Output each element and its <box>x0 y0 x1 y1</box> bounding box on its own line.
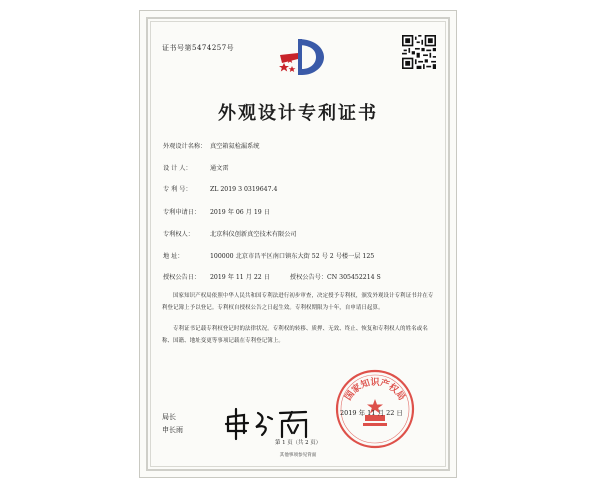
director-title: 局长 <box>162 413 176 421</box>
seal-text: 国家知识产权局 <box>343 378 407 403</box>
cnipa-logo-icon <box>276 33 328 81</box>
director-signature-icon <box>222 407 312 441</box>
field-label: 专利申请日： <box>163 209 201 216</box>
legal-paragraph-1: 国家知识产权局依照中华人民共和国专利法进行初步审查，决定授予专利权，颁发外观设计专利证书并在专利登记簿上予以登记。专利权自授权公告之日起生效。专利权期限为十年，自申请日起算。 <box>162 293 434 311</box>
field-label: 专 利 号： <box>163 186 192 193</box>
field-value: ZL 2019 3 0319647.4 <box>210 186 278 193</box>
field-patentee <box>163 229 297 238</box>
field-value: 2019 年 11 月 22 日 <box>210 274 270 281</box>
field-label: 地 址： <box>163 253 184 260</box>
field-patent-number <box>163 184 277 193</box>
field-label: 授权公告日： <box>163 274 201 281</box>
field-value: 通文雷 <box>210 165 229 172</box>
field-value: 真空箱氦检漏系统 <box>210 143 260 150</box>
field-value: 100000 北京市昌平区南口镇东大街 52 号 2 号楼一层 125 <box>210 253 375 260</box>
field-label: 授权公告号： <box>289 274 328 281</box>
field-grant-date <box>163 272 381 281</box>
field-label: 外观设计名称： <box>163 143 207 150</box>
legal-paragraph-2: 专利证书记载专利权登记时的法律状况。专利权的转移、质押、无效、终止、恢复和专利权人的姓名或名称、国籍、地址变更等事项记载在专利登记簿上。 <box>162 326 428 344</box>
field-address <box>163 251 374 260</box>
field-label: 专利权人： <box>163 231 194 238</box>
field-value: CN 305452214 S <box>327 274 381 281</box>
footer-note: 其他事项参见背面 <box>279 453 317 458</box>
field-application-date <box>163 207 270 216</box>
director-name: 申长雨 <box>162 426 183 434</box>
field-label: 设 计 人： <box>163 165 192 172</box>
field-value: 2019 年 06 月 19 日 <box>210 209 270 216</box>
field-design-name <box>163 141 260 150</box>
patent-certificate <box>139 10 457 478</box>
qr-code-icon <box>402 35 436 69</box>
certificate-title: 外观设计专利证书 <box>218 103 378 124</box>
page-number: 第 1 页（共 2 页） <box>274 440 322 446</box>
field-value: 北京科仪创新真空技术有限公司 <box>210 231 297 238</box>
certificate-number: 证书号第5474257号 <box>162 44 235 52</box>
seal-date: 2019 年 11 月 22 日 <box>340 409 403 417</box>
field-designer <box>163 163 229 172</box>
